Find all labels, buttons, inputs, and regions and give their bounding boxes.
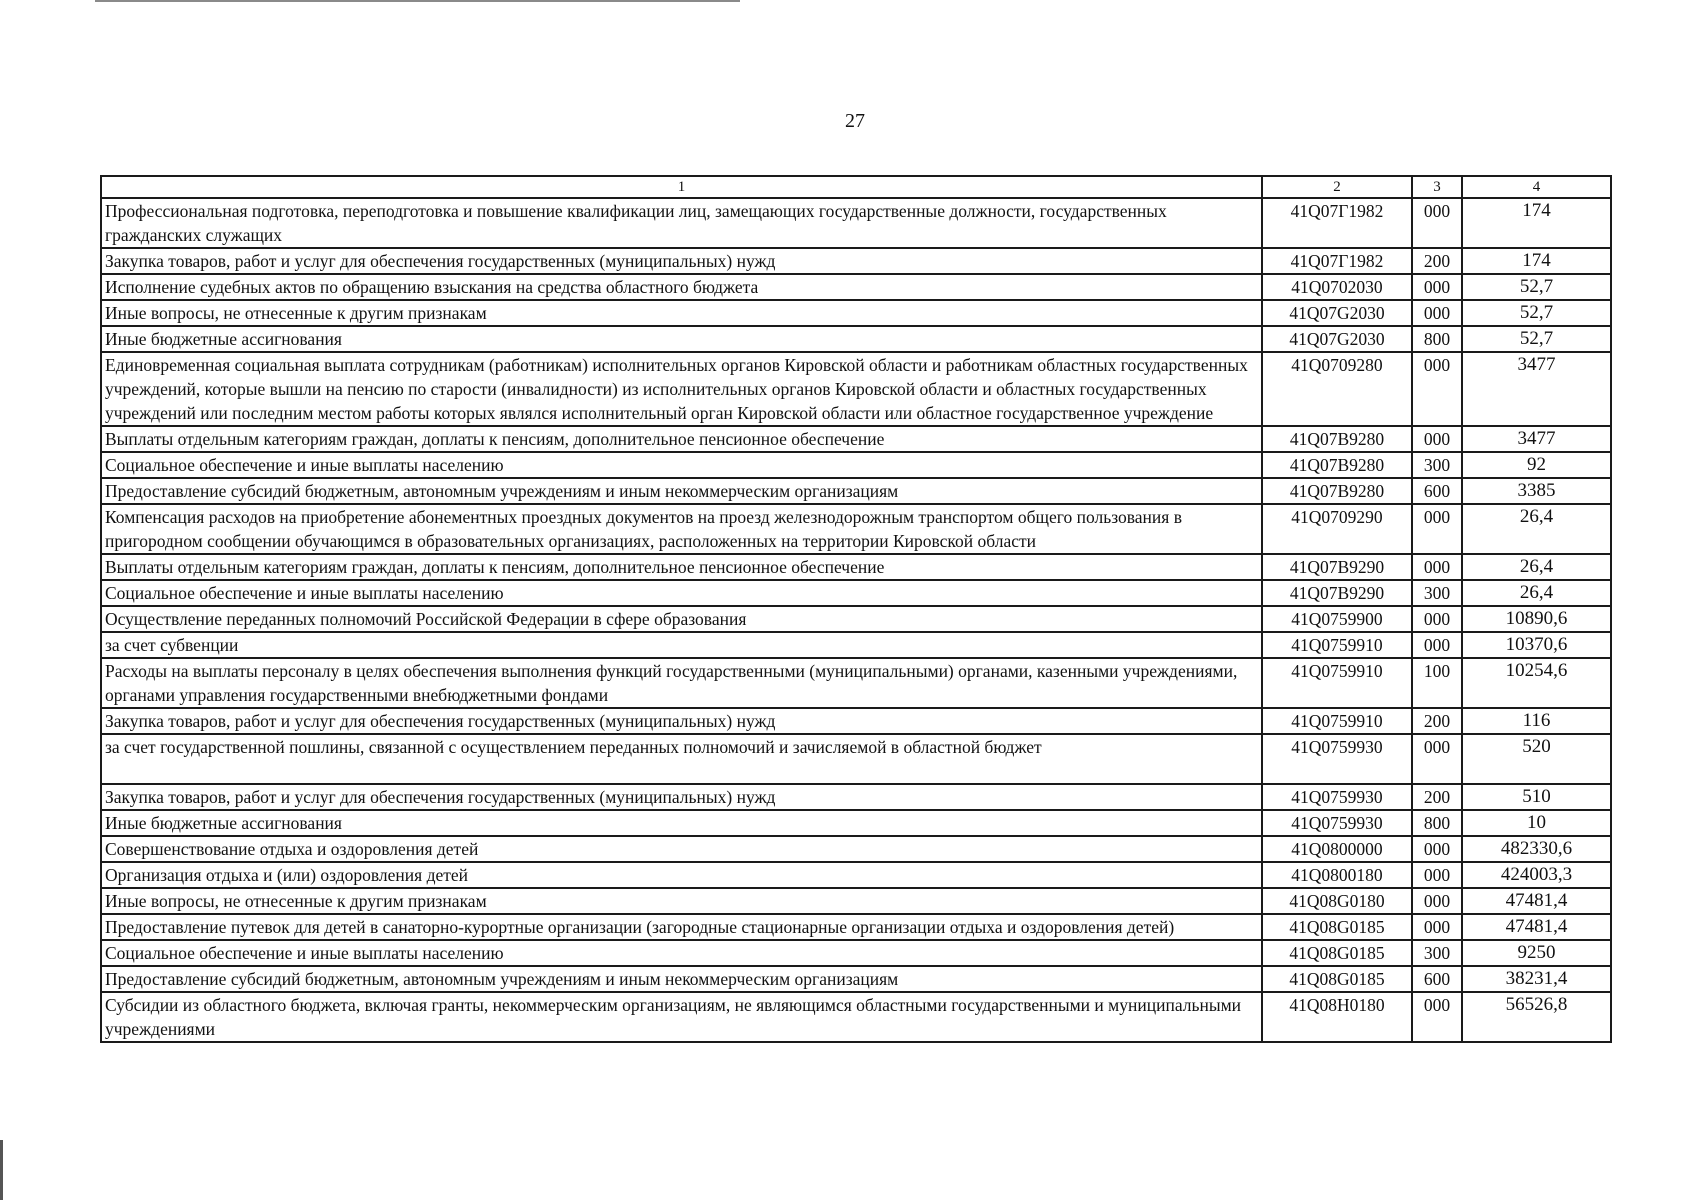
table-row	[101, 606, 1611, 632]
page-number: 27	[845, 110, 865, 132]
row-expense-type: 000	[1412, 426, 1462, 452]
row-code: 41Q07B9280	[1262, 452, 1412, 478]
row-amount: 116	[1462, 708, 1611, 734]
row-amount: 52,7	[1462, 274, 1611, 300]
row-amount: 47481,4	[1462, 888, 1611, 914]
table-row	[101, 274, 1611, 300]
row-code: 41Q0800000	[1262, 836, 1412, 862]
row-name: Субсидии из областного бюджета, включая гранты, некоммерческим организациям, не являющимся областными государственными и муниципальными учреждениями	[101, 992, 1262, 1042]
row-code: 41Q08G0185	[1262, 940, 1412, 966]
row-expense-type: 000	[1412, 862, 1462, 888]
row-name: Организация отдыха и (или) оздоровления детей	[101, 862, 1262, 888]
row-expense-type: 000	[1412, 632, 1462, 658]
row-expense-type: 800	[1412, 326, 1462, 352]
row-name: Закупка товаров, работ и услуг для обеспечения государственных (муниципальных) нужд	[101, 248, 1262, 274]
row-name: Совершенствование отдыха и оздоровления детей	[101, 836, 1262, 862]
table-row	[101, 504, 1611, 554]
row-code: 41Q07B9290	[1262, 580, 1412, 606]
row-code: 41Q0759910	[1262, 632, 1412, 658]
row-expense-type: 200	[1412, 708, 1462, 734]
table-row	[101, 452, 1611, 478]
header-col-3: 3	[1412, 176, 1462, 198]
table-row	[101, 198, 1611, 248]
header-col-2: 2	[1262, 176, 1412, 198]
table-row	[101, 862, 1611, 888]
row-code: 41Q07Г1982	[1262, 248, 1412, 274]
row-amount: 424003,3	[1462, 862, 1611, 888]
row-code: 41Q08G0180	[1262, 888, 1412, 914]
header-col-1: 1	[101, 176, 1262, 198]
row-code: 41Q0759930	[1262, 734, 1412, 784]
table-row	[101, 810, 1611, 836]
row-expense-type: 000	[1412, 352, 1462, 426]
row-code: 41Q07G2030	[1262, 326, 1412, 352]
row-code: 41Q07Г1982	[1262, 198, 1412, 248]
row-name: Социальное обеспечение и иные выплаты населению	[101, 940, 1262, 966]
row-amount: 26,4	[1462, 504, 1611, 554]
row-code: 41Q07B9280	[1262, 426, 1412, 452]
row-name: Компенсация расходов на приобретение абонементных проездных документов на проезд железнодорожным транспортом общего пользования в пригородном сообщении обучающимся в образовательных организациях, расположенных на территории Кировской области	[101, 504, 1262, 554]
row-expense-type: 100	[1412, 658, 1462, 708]
table-row	[101, 966, 1611, 992]
row-name: Расходы на выплаты персоналу в целях обеспечения выполнения функций государственными (муниципальными) органами, казенными учреждениями, органами управления государственными внебюджетными фондами	[101, 658, 1262, 708]
scan-edge-top	[95, 0, 740, 2]
row-name: Закупка товаров, работ и услуг для обеспечения государственных (муниципальных) нужд	[101, 784, 1262, 810]
row-name: Осуществление переданных полномочий Российской Федерации в сфере образования	[101, 606, 1262, 632]
row-expense-type: 000	[1412, 836, 1462, 862]
row-expense-type: 600	[1412, 966, 1462, 992]
row-name: Предоставление субсидий бюджетным, автономным учреждениям и иным некоммерческим организациям	[101, 478, 1262, 504]
row-expense-type: 300	[1412, 452, 1462, 478]
table-row	[101, 940, 1611, 966]
row-name: Иные бюджетные ассигнования	[101, 326, 1262, 352]
table-row	[101, 914, 1611, 940]
table-row	[101, 554, 1611, 580]
table-row	[101, 478, 1611, 504]
row-name: Иные вопросы, не отнесенные к другим признакам	[101, 888, 1262, 914]
row-amount: 9250	[1462, 940, 1611, 966]
row-code: 41Q0759910	[1262, 708, 1412, 734]
row-amount: 52,7	[1462, 326, 1611, 352]
row-amount: 3477	[1462, 352, 1611, 426]
row-expense-type: 000	[1412, 504, 1462, 554]
row-name: за счет субвенции	[101, 632, 1262, 658]
row-amount: 92	[1462, 452, 1611, 478]
row-amount: 10	[1462, 810, 1611, 836]
row-code: 41Q0709280	[1262, 352, 1412, 426]
table-row	[101, 426, 1611, 452]
table-row	[101, 734, 1611, 784]
table-header-row	[101, 176, 1611, 198]
row-amount: 52,7	[1462, 300, 1611, 326]
row-amount: 26,4	[1462, 580, 1611, 606]
row-name: Социальное обеспечение и иные выплаты населению	[101, 452, 1262, 478]
row-amount: 3477	[1462, 426, 1611, 452]
row-code: 41Q07G2030	[1262, 300, 1412, 326]
row-amount: 10370,6	[1462, 632, 1611, 658]
table-row	[101, 352, 1611, 426]
row-code: 41Q07B9290	[1262, 554, 1412, 580]
row-name: Иные бюджетные ассигнования	[101, 810, 1262, 836]
table-row	[101, 632, 1611, 658]
row-name: Профессиональная подготовка, переподготовка и повышение квалификации лиц, замещающих государственные должности, государственных гражданских служащих	[101, 198, 1262, 248]
table-row	[101, 658, 1611, 708]
table-row	[101, 300, 1611, 326]
row-name: Закупка товаров, работ и услуг для обеспечения государственных (муниципальных) нужд	[101, 708, 1262, 734]
row-name: Социальное обеспечение и иные выплаты населению	[101, 580, 1262, 606]
row-code: 41Q0759900	[1262, 606, 1412, 632]
row-code: 41Q0759930	[1262, 784, 1412, 810]
row-name: Исполнение судебных актов по обращению взыскания на средства областного бюджета	[101, 274, 1262, 300]
row-code: 41Q08G0185	[1262, 966, 1412, 992]
row-expense-type: 000	[1412, 992, 1462, 1042]
row-amount: 56526,8	[1462, 992, 1611, 1042]
row-code: 41Q0702030	[1262, 274, 1412, 300]
scan-edge-left	[0, 1140, 3, 1200]
row-name: Предоставление субсидий бюджетным, автономным учреждениям и иным некоммерческим организациям	[101, 966, 1262, 992]
row-expense-type: 300	[1412, 940, 1462, 966]
row-expense-type: 000	[1412, 300, 1462, 326]
row-code: 41Q07B9280	[1262, 478, 1412, 504]
row-expense-type: 000	[1412, 888, 1462, 914]
row-amount: 510	[1462, 784, 1611, 810]
row-amount: 3385	[1462, 478, 1611, 504]
row-expense-type: 200	[1412, 248, 1462, 274]
row-expense-type: 300	[1412, 580, 1462, 606]
row-code: 41Q08G0185	[1262, 914, 1412, 940]
row-expense-type: 000	[1412, 914, 1462, 940]
table-row	[101, 708, 1611, 734]
row-amount: 38231,4	[1462, 966, 1611, 992]
budget-table	[100, 175, 1612, 1043]
header-col-4: 4	[1462, 176, 1611, 198]
row-expense-type: 000	[1412, 274, 1462, 300]
row-expense-type: 200	[1412, 784, 1462, 810]
row-amount: 10254,6	[1462, 658, 1611, 708]
row-expense-type: 600	[1412, 478, 1462, 504]
row-expense-type: 000	[1412, 554, 1462, 580]
row-expense-type: 800	[1412, 810, 1462, 836]
row-name: Иные вопросы, не отнесенные к другим признакам	[101, 300, 1262, 326]
row-name: Выплаты отдельным категориям граждан, доплаты к пенсиям, дополнительное пенсионное обеспечение	[101, 426, 1262, 452]
row-code: 41Q0709290	[1262, 504, 1412, 554]
row-expense-type: 000	[1412, 734, 1462, 784]
row-amount: 482330,6	[1462, 836, 1611, 862]
row-amount: 520	[1462, 734, 1611, 784]
table-row	[101, 836, 1611, 862]
row-expense-type: 000	[1412, 198, 1462, 248]
row-name: Выплаты отдельным категориям граждан, доплаты к пенсиям, дополнительное пенсионное обеспечение	[101, 554, 1262, 580]
table-row	[101, 784, 1611, 810]
row-code: 41Q08H0180	[1262, 992, 1412, 1042]
row-amount: 174	[1462, 248, 1611, 274]
row-amount: 26,4	[1462, 554, 1611, 580]
table-row	[101, 992, 1611, 1042]
row-code: 41Q0800180	[1262, 862, 1412, 888]
row-amount: 47481,4	[1462, 914, 1611, 940]
table-row	[101, 248, 1611, 274]
table-row	[101, 326, 1611, 352]
row-amount: 174	[1462, 198, 1611, 248]
row-expense-type: 000	[1412, 606, 1462, 632]
row-code: 41Q0759930	[1262, 810, 1412, 836]
table-row	[101, 580, 1611, 606]
row-code: 41Q0759910	[1262, 658, 1412, 708]
row-name: Единовременная социальная выплата сотрудникам (работникам) исполнительных органов Кировской области и работникам областных государственных учреждений, которые вышли на пенсию по старости (инвалидности) из исполнительных органов Кировской области и областных государственных учреждений или последним местом работы которых являлся исполнительный орган Кировской области или областное государственное учреждение	[101, 352, 1262, 426]
row-amount: 10890,6	[1462, 606, 1611, 632]
row-name: Предоставление путевок для детей в санаторно-курортные организации (загородные стационарные организации отдыха и оздоровления детей)	[101, 914, 1262, 940]
table-row	[101, 888, 1611, 914]
row-name: за счет государственной пошлины, связанной с осуществлением переданных полномочий и зачисляемой в областной бюджет	[101, 734, 1262, 784]
table-body	[101, 198, 1611, 1042]
